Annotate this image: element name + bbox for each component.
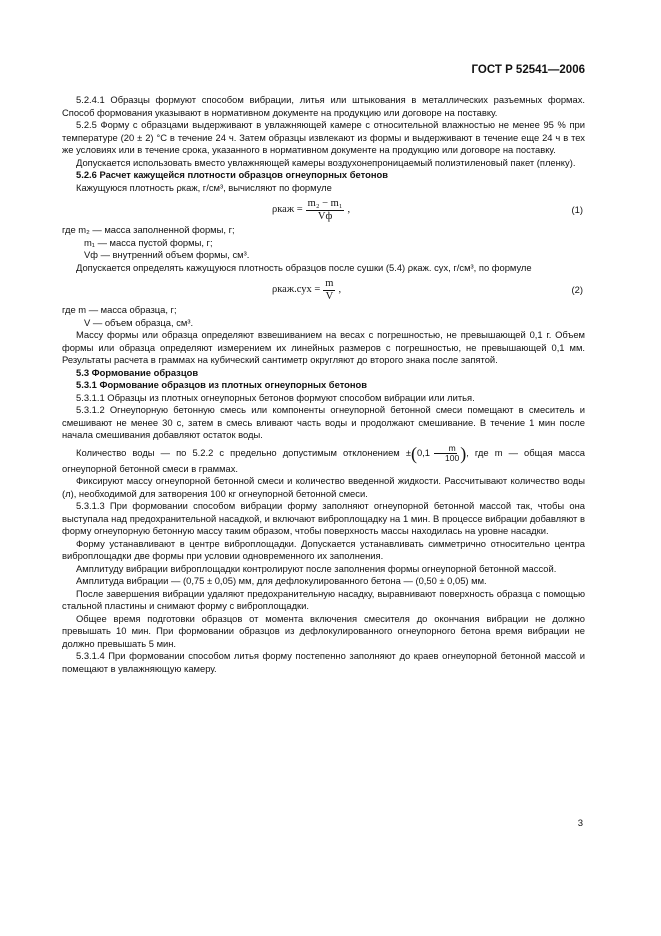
where-m2: где m₂ — масса заполненной формы, г; xyxy=(62,224,235,235)
page-number: 3 xyxy=(577,818,583,829)
para-water-amount: Количество воды — по 5.2.2 с предельно допустимым отклонением ±(0,1 $\frac{m}{100}$ ), где m — общая масса огнеупорной бетонной смеси в граммах. xyxy=(62,442,585,474)
where-m: где m — масса образца, г; xyxy=(62,304,177,315)
water-amount-text: Количество воды — по 5.2.2 с предельно допустимым отклонением ± xyxy=(76,446,411,458)
para-5-3-1-1: 5.3.1.1 Образцы из плотных огнеупорных бетонов формуют способом вибрации или литья. xyxy=(76,391,475,403)
where-m1: m₁ — масса пустой формы, г; xyxy=(84,236,213,248)
para-total-time: Общее время подготовки образцов от момента включения смесителя до окончания вибрации не должно превышать 10 мин. При формовании образцов из дефлокулированного огнеупорного бетона время вибрации не должно превышать 5 мин. xyxy=(62,612,585,649)
formula-1 xyxy=(62,194,585,224)
document-body xyxy=(62,94,585,675)
para-weighing: Массу формы или образца определяют взвешиванием на весах с погрешностью, не превышающей 0,1 г. Объем формы или образца определяют измерением их линейных размеров с погрешностью, не превышающей 0,1 мм. Результаты расчета в граммах на кубический сантиметр округляют до второго знака после запятой. xyxy=(62,329,585,365)
formula-1-number: (1) xyxy=(571,204,583,215)
formula-2-number: (2) xyxy=(571,284,583,295)
water-amount-tail: , где m — общая масса огнеупорной бетонной смеси в граммах. xyxy=(62,446,585,474)
para-after-vibration: После завершения вибрации удаляют предохранительную насадку, выравнивают поверхность образца с помощью стальной пластины и снимают форму с виброплощадки. xyxy=(62,587,585,611)
para-5-2-4-1: 5.2.4.1 Образцы формуют способом вибрации, литья или штыкования в металлических разъемных формах. Способ формования указывают в нормативном документе на продукцию или договоре на поставку. xyxy=(62,94,585,118)
formula-2-denominator: V xyxy=(325,291,334,302)
formula-2-lhs: ρкаж.сух = xyxy=(272,284,321,296)
para-amplitude-control: Амплитуду вибрации виброплощадки контролируют после заполнения формы огнеупорной бетонной массой. xyxy=(76,562,557,574)
para-density-intro: Кажущуюся плотность ρкаж, г/см³, вычисляют по формуле xyxy=(76,181,332,193)
para-humid-alt: Допускается использовать вместо увлажняющей камеры воздухонепроницаемый полиэтиленовый пакет (пленку). xyxy=(76,156,576,168)
para-form-position: Форму устанавливают в центре виброплощадки. Допускается устанавливать симметрично относительно центра виброплощадки две формы при условии одновременного их заполнения. xyxy=(62,537,585,561)
heading-5-3: 5.3 Формование образцов xyxy=(76,366,199,378)
para-5-3-1-4: 5.3.1.4 При формовании способом литья форму постепенно заполняют до краев огнеупорной бетонной массой и помещают в увлажняющую камеру. xyxy=(62,650,585,674)
where-vf: Vф — внутренний объем формы, см³. xyxy=(84,249,250,260)
para-fix-mass: Фиксируют массу огнеупорной бетонной смеси и количество введенной жидкости. Рассчитывают количество воды (л), необходимой для затворения 100 кг огнеупорной бетонной смеси. xyxy=(62,475,585,499)
water-tolerance-coef: 0,1 xyxy=(416,446,431,458)
water-tolerance-den: 100 xyxy=(445,452,460,463)
formula-1-numerator: m₂ − m₁ xyxy=(307,198,343,209)
where-v: V — объем образца, см³. xyxy=(84,316,194,328)
formula-1-lhs: ρкаж = xyxy=(272,204,303,216)
document-header: ГОСТ Р 52541—2006 xyxy=(471,64,585,76)
formula-1-tail: , xyxy=(347,204,351,216)
para-5-3-1-2: 5.3.1.2 Огнеупорную бетонную смесь или компоненты огнеупорной бетонной смеси помещают в смеситель и смешивают не менее 30 с, затем в смесь вливают часть воды и продолжают смешивание. В течение 1 мин после начала смешивания добавляют остаток воды. xyxy=(62,404,585,440)
document-page xyxy=(62,0,585,936)
formula-2 xyxy=(62,274,585,304)
water-tolerance-num: m xyxy=(434,444,457,454)
para-5-2-5: 5.2.5 Форму с образцами выдерживают в увлажняющей камере с относительной влажностью не менее 95 % при температуре (20 ± 2) °С в течение 24 ч. Затем образцы извлекают из формы и выдерживают в течение еще 24 ч в тех же условиях или в течение срока, указанного в нормативном документе на продукцию или договоре на поставку. xyxy=(62,119,585,155)
formula-1-denominator: Vф xyxy=(317,211,333,222)
heading-5-2-6: 5.2.6 Расчет кажущейся плотности образцов огнеупорных бетонов xyxy=(76,169,388,180)
formula-2-tail: , xyxy=(338,284,342,296)
formula-2-numerator: m xyxy=(325,278,334,289)
para-5-3-1-3: 5.3.1.3 При формовании способом вибрации форму заполняют огнеупорной бетонной массой так, чтобы она выступала над предохранительной насадкой, и включают виброплощадку на 1 мин. В процессе вибрации добавляют в форму огнеупорную бетонную массу таким образом, чтобы поверхность массы находилась на уровне насадки. xyxy=(62,500,585,536)
para-amplitude: Амплитуда вибрации — (0,75 ± 0,05) мм, для дефлокулированного бетона — (0,50 ± 0,05) мм. xyxy=(76,575,487,586)
para-dry-density: Допускается определять кажущуюся плотность образцов после сушки (5.4) ρкаж. сух, г/см³, по формуле xyxy=(76,261,532,273)
heading-5-3-1: 5.3.1 Формование образцов из плотных огнеупорных бетонов xyxy=(76,379,368,390)
